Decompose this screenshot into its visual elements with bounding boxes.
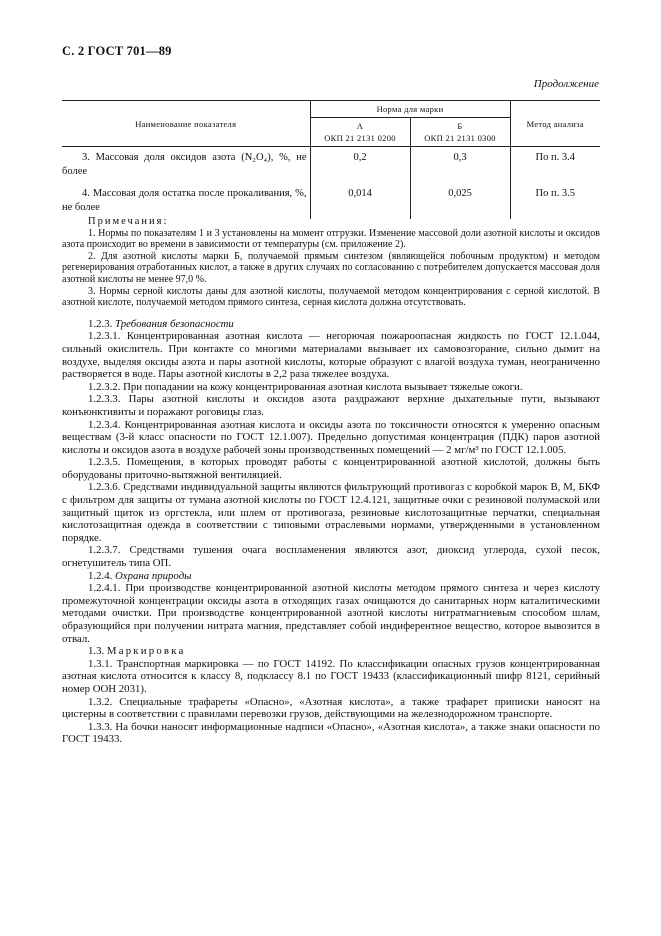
notes-title: Примечания: (88, 216, 169, 227)
section-number: 1.3. (88, 645, 105, 658)
header-method: Метод анализа (510, 101, 600, 147)
section-number: 1.2.3. (88, 317, 113, 330)
paragraph: 1.3.2. Специальные трафареты «Опасно», «Азотная кислота», а также трафарет приписки наносят на цистерны в соответствии с правилами перевозки грузов, действующими на железнодорожном транспорте. (62, 695, 600, 721)
section-heading-nature (62, 570, 600, 583)
row-value-b: 0,3 (410, 147, 510, 184)
grade-a-label: А (356, 121, 364, 131)
paragraph: 1.2.3.6. Средствами индивидуальной защиты являются фильтрующий противогаз с коробкой марок В, М, БКФ с фильтром для защиты от тумана азотной кислоты по ГОСТ 12.4.121, защитные очки с резиновой полумаской или защитный щиток из оргстекла, или шлем от противогаза, резиновые кислотозащитные перчатки, специальная кислотозащитная одежда в соответствии с типовыми отраслевыми нормами, утвержденными в установленном порядке. (62, 481, 600, 544)
norms-table (62, 100, 600, 219)
paragraph: 1.2.3.7. Средствами тушения очага воспламенения являются азот, диоксид углерода, сухой песок, огнетушитель типа ОП. (62, 544, 600, 570)
note-item: 1. Нормы по показателям 1 и 3 установлены на момент отгрузки. Изменение массовой доли азотной кислоты и оксидов азота происходит во времени в зависимости от температуры (см. приложение 2). (62, 227, 600, 251)
header-norm: Норма для марки (310, 101, 510, 118)
section-heading-safety (62, 318, 600, 331)
section-title: Охрана природы (115, 569, 192, 582)
table-row (62, 147, 600, 184)
row-method: По п. 3.4 (510, 147, 600, 184)
grade-b-label: Б (457, 121, 463, 131)
header-grade-b (410, 118, 510, 147)
section-title: Требования безопасности (115, 317, 234, 330)
table-row (62, 183, 600, 219)
paragraph: 1.2.3.5. Помещения, в которых проводят работы с концентрированной азотной кислотой, должны быть оборудованы приточно-вытяжной вентиляцией. (62, 456, 600, 481)
notes-block (62, 216, 600, 309)
row-value-a: 0,014 (310, 183, 410, 219)
grade-a-code: ОКП 21 2131 0200 (324, 133, 396, 143)
row-indicator-name: 3. Массовая доля оксидов азота (N₂O₄), %, не более (62, 152, 307, 177)
section-number: 1.2.4. (88, 569, 113, 582)
header-grade-a (310, 118, 410, 147)
paragraph: 1.2.3.1. Концентрированная азотная кислота — негорючая пожароопасная жидкость по ГОСТ 12.1.044, сильный окислитель. При контакте со многими материалами вызывает их самовозгорание, сильно дымит на воздухе, выделяя оксиды азота и пары азотной кислоты, которые образуют с влагой воздуха туман, неограниченно растворяется в воде. Пары азотной кислоты в 2,2 раза тяжелее воздуха. (62, 330, 600, 381)
paragraph: 1.3.1. Транспортная маркировка — по ГОСТ 14192. По классификации опасных грузов концентрированная азотная кислота относится к классу 8, подклассу 8.1 по ГОСТ 19433 (классификационный шифр 8121, серийный номер ООН 2031). (62, 657, 600, 695)
row-value-b: 0,025 (410, 183, 510, 219)
row-value-a: 0,2 (310, 147, 410, 184)
paragraph: 1.2.3.2. При попадании на кожу концентрированная азотная кислота вызывает тяжелые ожоги. (88, 380, 523, 393)
paragraph: 1.2.3.3. Пары азотной кислоты и оксидов азота раздражают верхние дыхательные пути, вызывают конъюнктивиты и поражают роговицы глаз. (62, 393, 600, 418)
paragraph: 1.2.4.1. При производстве концентрированной азотной кислоты методом прямого синтеза и через кислоту промежуточной концентрации оксиды азота в отходящих газах очищаются до санитарных норм каталитическими методами очистки. При производстве концентрированной азотной кислоты нитратмагниевым способом шлам, образующийся при получении нитрата магния, представляет собой индиферентное вещество, которое вывозится в отвал. (62, 582, 600, 645)
paragraph: 1.2.3.4. Концентрированная азотная кислота и оксиды азота по токсичности относятся к умеренно опасным веществам (3-й класс опасности по ГОСТ 12.1.007). Предельно допустимая концентрация (ПДК) паров азотной кислоты и оксидов азота в воздухе рабочей зоны производственных помещений — 2 мг/м³ по ГОСТ 12.1.005. (62, 418, 600, 456)
grade-b-code: ОКП 21 2131 0300 (424, 133, 496, 143)
header-indicator: Наименование показателя (62, 101, 310, 147)
page-header: С. 2 ГОСТ 701—89 (62, 44, 172, 58)
paragraph: 1.3.3. На бочки наносят информационные надписи «Опасно», «Азотная кислота», а также знаки опасности по ГОСТ 19433. (62, 720, 600, 746)
section-heading-marking (62, 645, 600, 658)
continued-label: Продолжение (533, 78, 599, 90)
row-indicator-name: 4. Массовая доля остатка после прокаливания, %, не более (62, 188, 307, 213)
note-item: 3. Нормы серной кислоты даны для азотной кислоты, получаемой методом концентрирования с серной кислотой. В азотной кислоте, получаемой методом прямого синтеза, серная кислота должна отсутствовать. (62, 285, 600, 309)
section-title: Маркировка (106, 645, 186, 658)
row-method: По п. 3.5 (510, 183, 600, 219)
note-item: 2. Для азотной кислоты марки Б, получаемой прямым синтезом (являющейся побочным продуктом) и методом регенерирования отработанных кислот, а также в других случаях по согласованию с потребителем допускается массовая доля азотной кислоты не менее 97,0 %. (62, 250, 600, 285)
document-body (62, 216, 600, 746)
